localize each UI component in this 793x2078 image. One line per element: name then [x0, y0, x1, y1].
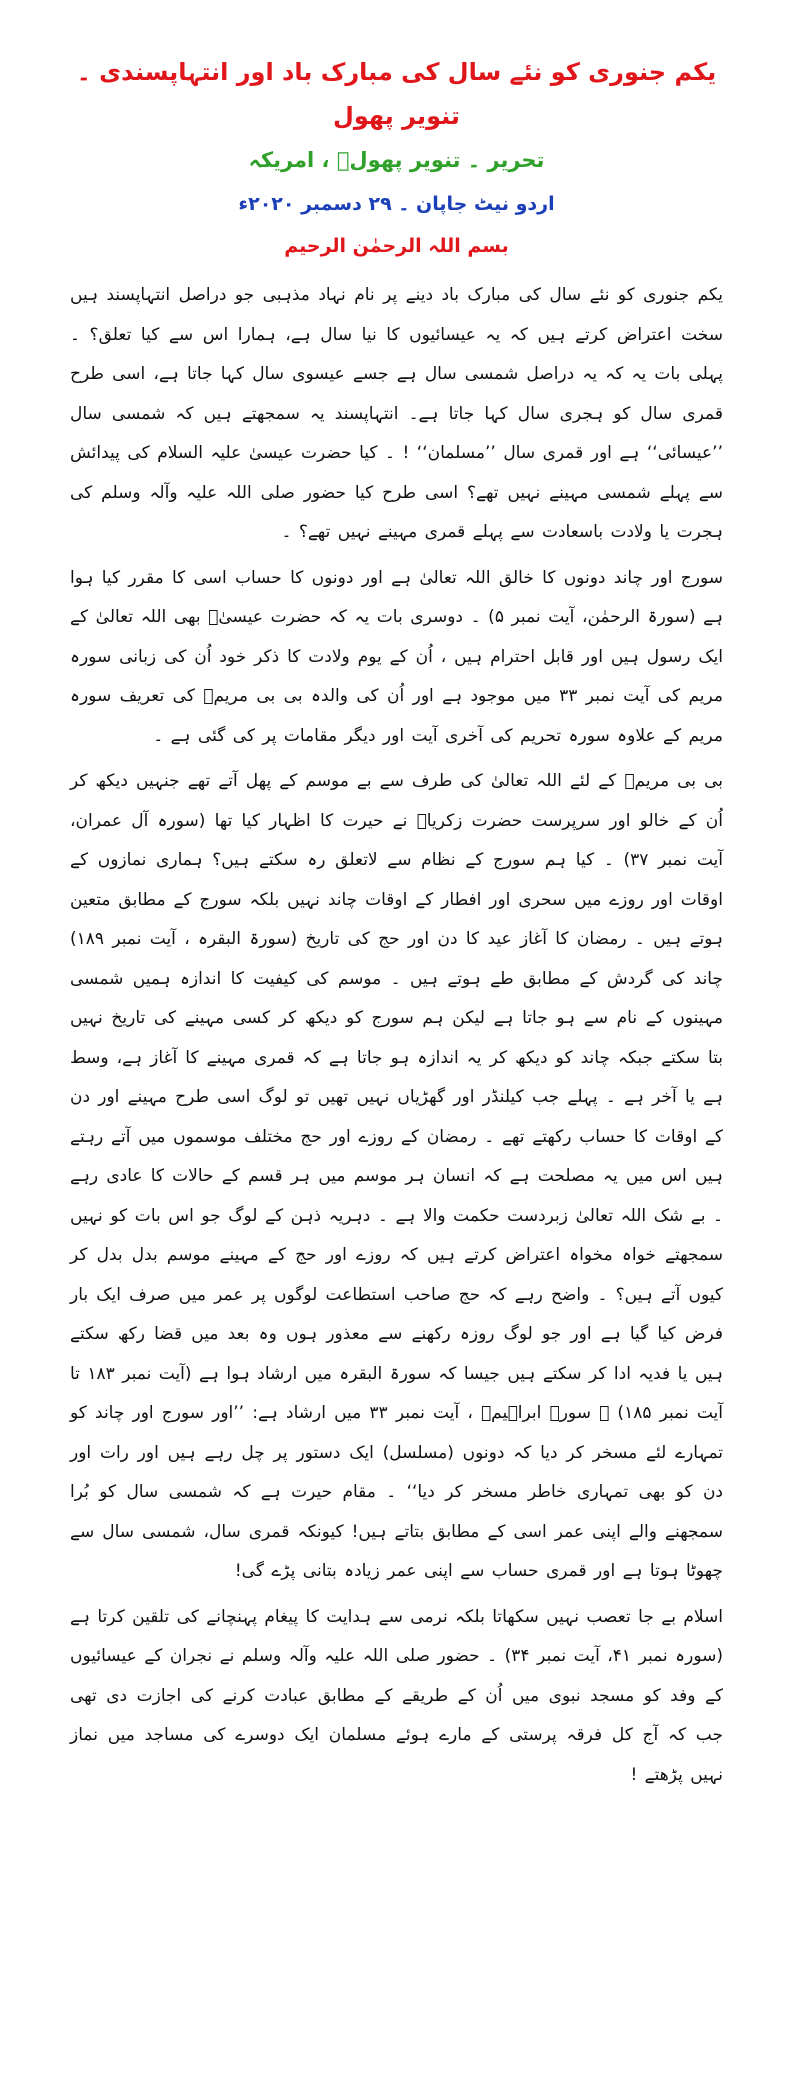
article-header [70, 50, 723, 266]
publication-dateline: اردو نیٹ جاپان ۔ ۲۹ دسمبر ۲۰۲۰ء [238, 193, 555, 215]
article-title: یکم جنوری کو نئے سال کی مبارک باد اور انتہاپسندی ۔ تنویر پھول [76, 58, 717, 130]
body-paragraph-1: یکم جنوری کو نئے سال کی مبارک باد دینے پر نام نہاد مذہبی جو دراصل انتہاپسند ہیں سخت اعتراض کرتے ہیں کہ یہ عیسائیوں کا نیا سال ہے، ہمارا اس سے کیا تعلق؟ ۔ پہلی بات یہ کہ یہ دراصل شمسی سال ہے جسے عیسوی سال کہا جاتا ہے، اسی طرح قمری سال کو ہجری سال کہا جاتا ہے۔ انتہاپسند یہ سمجھتے ہیں کہ شمسی سال ’’عیسائی‘‘ ہے اور قمری سال ’’مسلمان‘‘ ! ۔ کیا حضرت عیسیٰ علیہ السلام کی پیدائش سے پہلے شمسی مہینے نہیں تھے؟ اسی طرح کیا حضور صلی اللہ علیہ وآلہ وسلم کی ہجرت یا ولادت باسعادت سے پہلے قمری مہینے نہیں تھے؟ ۔ [70, 285, 723, 542]
bismillah-heading: بسم اللہ الرحمٰن الرحیم [284, 235, 509, 257]
body-paragraph-2: سورج اور چاند دونوں کا خالق اللہ تعالیٰ ہے اور دونوں کا حساب اسی کا مقرر کیا ہوا ہے (سورۃ الرحمٰن، آیت نمبر ۵) ۔ دوسری بات یہ کہ حضرت عیسیٰؑ بھی اللہ تعالیٰ کے ایک رسول ہیں اور قابل احترام ہیں ، اُن کے یوم ولادت کا ذکر خود اُن کی زبانی سورہ مریم کی آیت نمبر ۳۳ میں موجود ہے اور اُن کی والدہ بی بی مریمؑ کی تعریف سورہ مریم کے علاوہ سورہ تحریم کی آخری آیت اور دیگر مقامات پر کی گئی ہے ۔ [70, 567, 723, 746]
body-paragraph-4: اسلام بے جا تعصب نہیں سکھاتا بلکہ نرمی سے ہدایت کا پیغام پہنچانے کی تلقین کرتا ہے (سورہ نمبر ۴۱، آیت نمبر ۳۴) ۔ حضور صلی اللہ علیہ وآلہ وسلم نے نجران کے عیسائیوں کے وفد کو مسجد نبوی میں اُن کے طریقے کے مطابق عبادت کرنے کی اجازت دی تھی جب کہ آج کل فرقہ پرستی کے مارے ہوئے مسلمان ایک دوسرے کی مساجد میں نماز نہیں پڑھتے ! [70, 1606, 723, 1785]
author-byline: تحریر ۔ تنویر پھولؔ ، امریکہ [248, 148, 545, 172]
body-paragraph-3: بی بی مریمؑ کے لئے اللہ تعالیٰ کی طرف سے بے موسم کے پھل آتے تھے جنہیں دیکھ کر اُن کے خالو اور سرپرست حضرت زکریاؑ نے حیرت کا اظہار کیا تھا (سورہ آل عمران، آیت نمبر ۳۷) ۔ کیا ہم سورج کے نظام سے لاتعلق رہ سکتے ہیں؟ ہماری نمازوں کے اوقات اور روزے میں سحری اور افطار کے اوقات چاند نہیں بلکہ سورج کے مطابق متعین ہوتے ہیں ۔ رمضان کا آغاز عید کا دن اور حج کی تاریخ (سورۃ البقرہ ، آیت نمبر ۱۸۹) چاند کی گردش کے مطابق طے ہوتے ہیں ۔ موسم کی کیفیت کا اندازہ ہمیں شمسی مہینوں کے نام سے ہو جاتا ہے لیکن ہم سورج کو دیکھ کر کسی مہینے کی تاریخ نہیں بتا سکتے جبکہ چاند کو دیکھ کر یہ اندازہ ہو جاتا ہے کہ قمری مہینے کا آغاز ہے، وسط ہے یا آخر ہے ۔ پہلے جب کیلنڈر اور گھڑیاں نہیں تھیں تو لوگ اسی طرح مہینے اور دن کے اوقات کا حساب رکھتے تھے ۔ رمضان کے روزے اور حج مختلف موسموں میں آتے رہتے ہیں اس میں یہ مصلحت ہے کہ انسان ہر موسم میں ہر قسم کے حالات کا عادی رہے ۔ بے شک اللہ تعالیٰ زبردست حکمت والا ہے ۔ دہریہ ذہن کے لوگ جو اس بات کو نہیں سمجھتے خواہ مخواہ اعتراض کرتے ہیں کہ روزے اور حج کے مہینے موسم بدل بدل کر کیوں آتے ہیں؟ ۔ واضح رہے کہ حج صاحب استطاعت لوگوں پر عمر میں صرف ایک بار فرض کیا گیا ہے اور جو لوگ روزہ رکھنے سے معذور ہوں وہ بعد میں قضا رکھ سکتے ہیں یا فدیہ ادا کر سکتے ہیں جیسا کہ سورۃ البقرہ میں ارشاد ہوا ہے (آیت نمبر ۱۸۳ تا آیت نمبر ۱۸۵) ۔ سورہ ابراہیمؑ ، آیت نمبر ۳۳ میں ارشاد ہے: ’’اور سورج اور چاند کو تمہارے لئے مسخر کر دیا کہ دونوں (مسلسل) ایک دستور پر چل رہے ہیں اور رات اور دن کو بھی تمہاری خاطر مسخر کر دیا‘‘ ۔ مقام حیرت ہے کہ شمسی سال کو بُرا سمجھنے والے اپنی عمر اسی کے مطابق بتاتے ہیں! کیونکہ قمری سال، شمسی سال سے چھوٹا ہوتا ہے اور قمری حساب سے اپنی عمر زیادہ بتانی پڑے گی! [70, 771, 723, 1581]
article-body [70, 276, 723, 1795]
